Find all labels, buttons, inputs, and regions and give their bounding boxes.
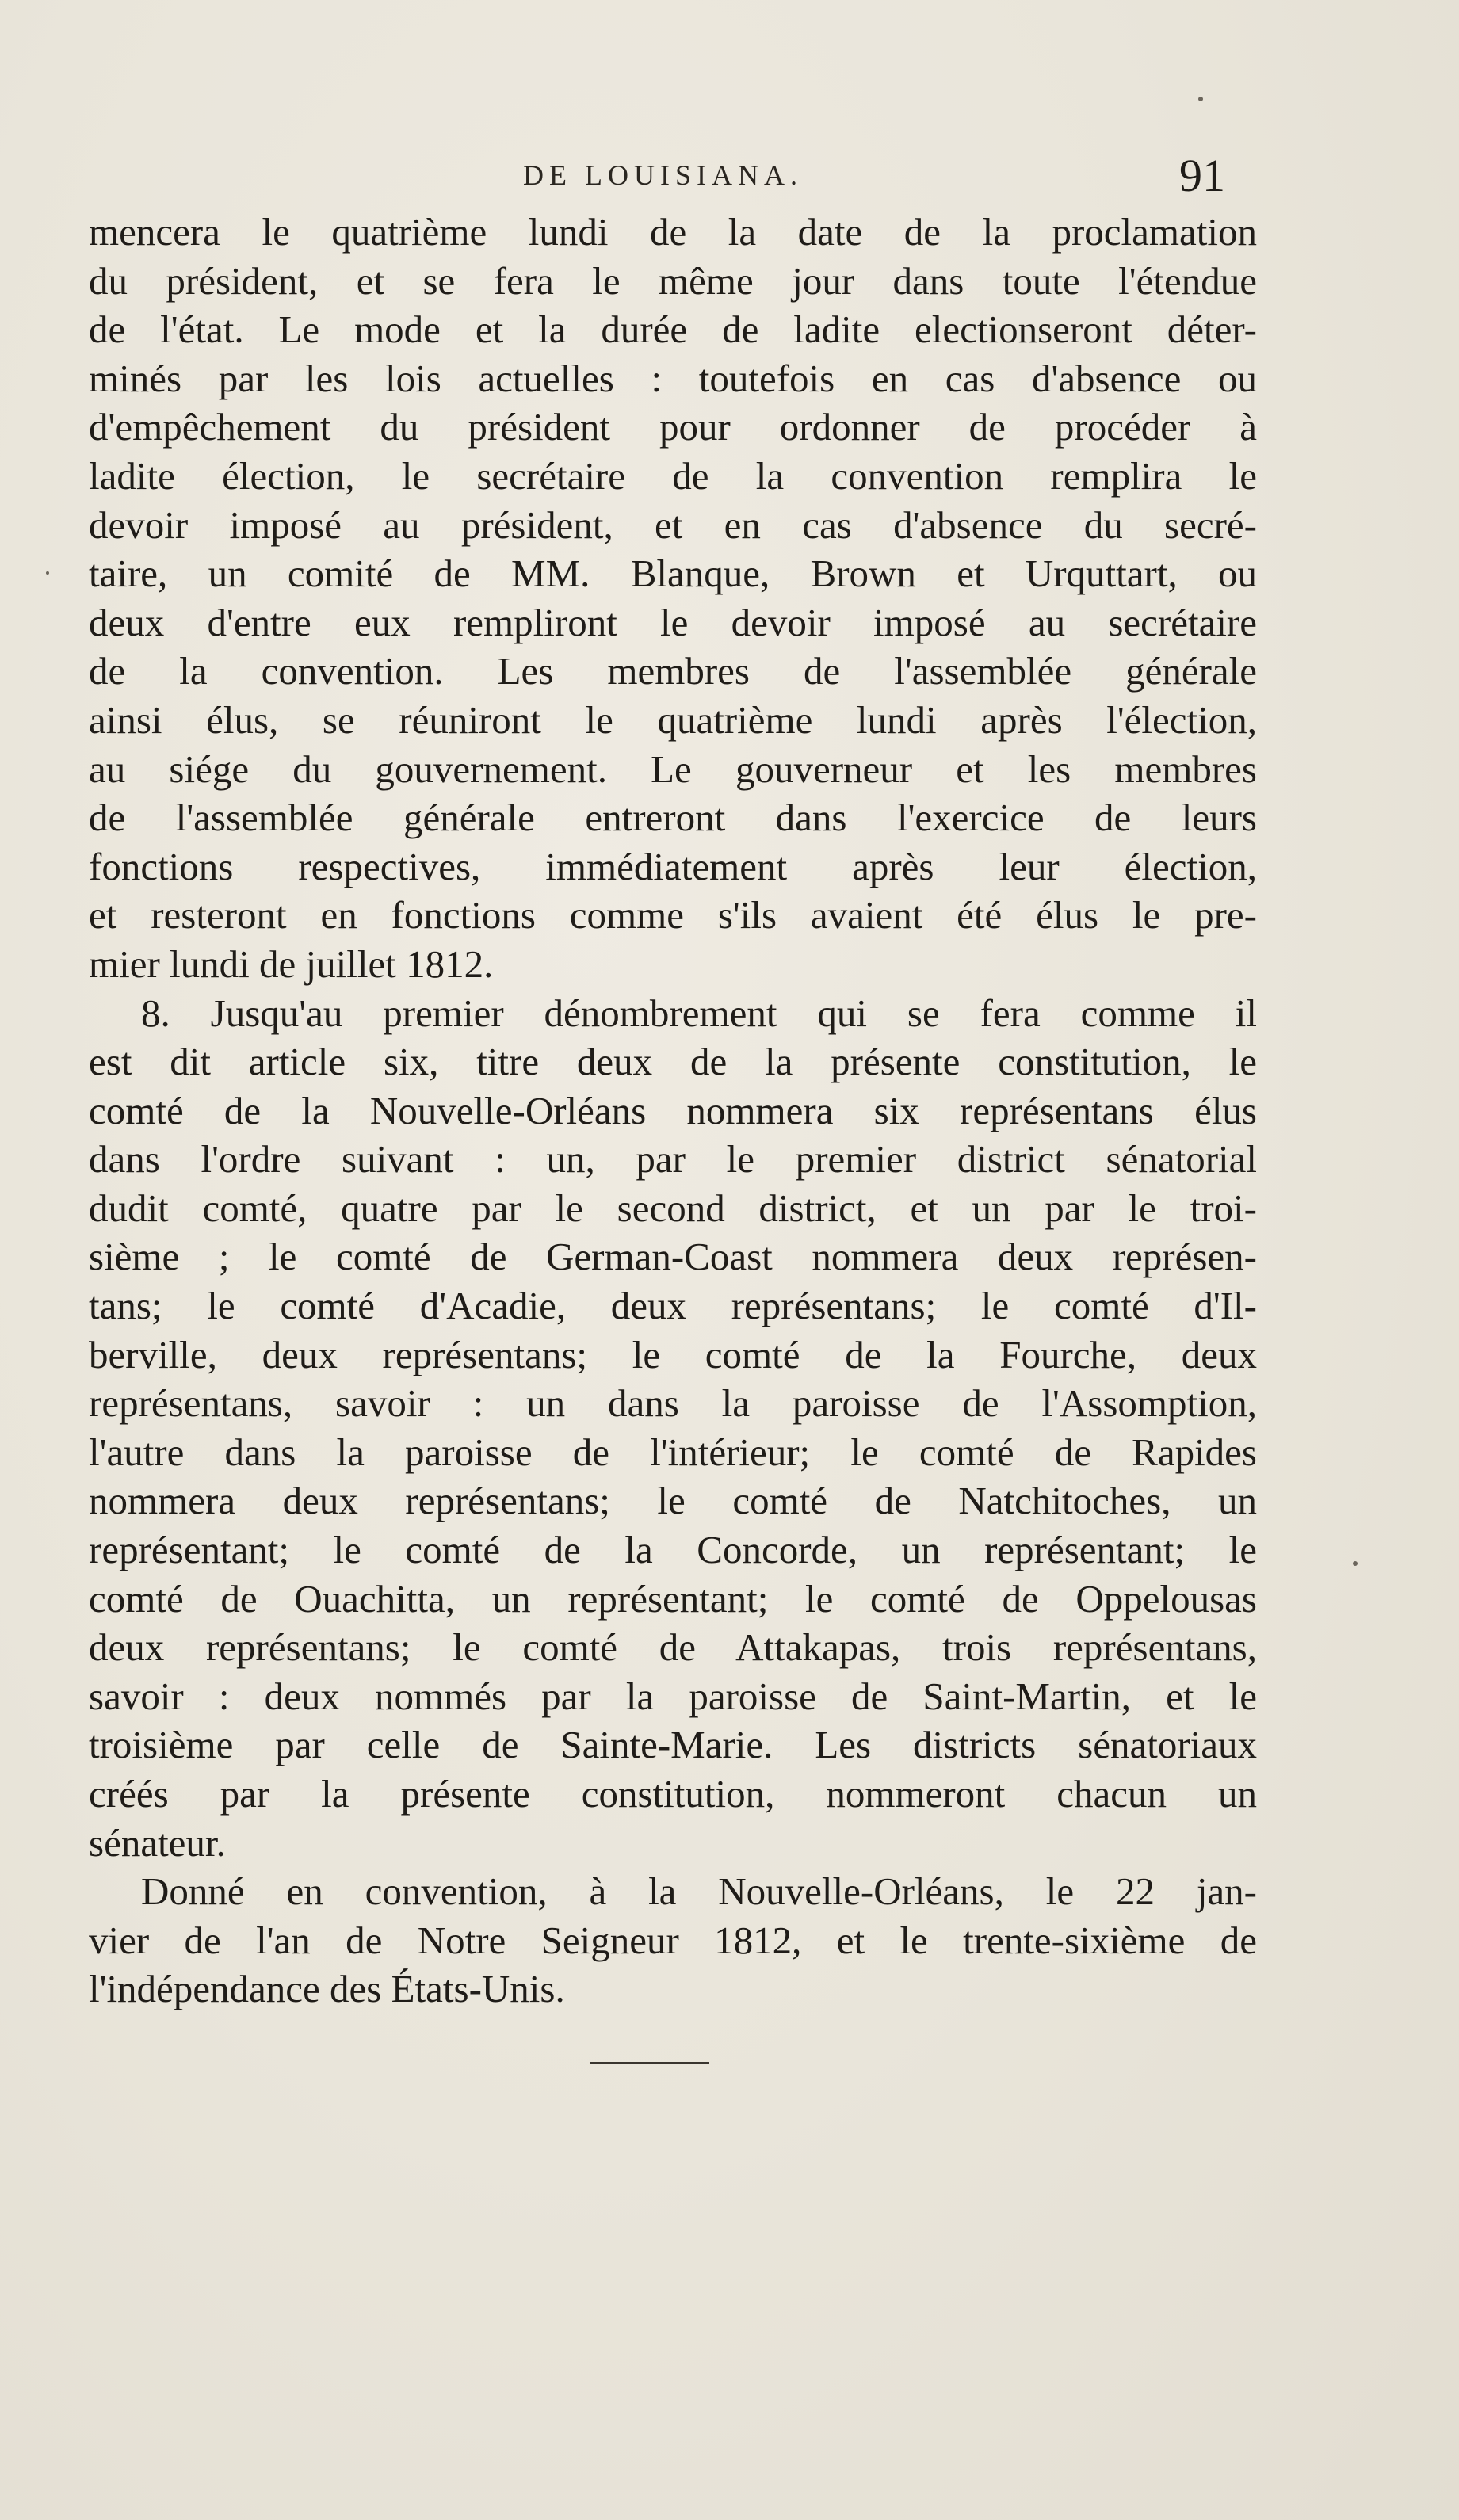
text-line: l'indépendance des États-Unis. (89, 1967, 565, 2011)
text-line: comté de la Nouvelle-Orléans nommera six représentans élus (89, 1088, 1257, 1132)
paper-speck (1353, 1561, 1358, 1566)
text-line: mier lundi de juillet 1812. (89, 941, 494, 986)
paper-speck (1198, 97, 1203, 101)
text-line: tans; le comté d'Acadie, deux représentans; le comté d'Il- (89, 1284, 1257, 1328)
page-number: 91 (1179, 150, 1225, 201)
text-line: du président, et se fera le même jour dans toute l'étendue (89, 258, 1257, 303)
running-head: DE LOUISIANA. (523, 159, 803, 191)
text-line: savoir : deux nommés par la paroisse de Saint-Martin, et le (89, 1674, 1257, 1718)
text-line: ainsi élus, se réuniront le quatrième lundi après l'élection, (89, 697, 1257, 742)
text-line: deux représentans; le comté de Attakapas, trois représentans, (89, 1625, 1257, 1670)
text-line: mencera le quatrième lundi de la date de la proclamation (89, 210, 1257, 254)
text-line: deux d'entre eux rempliront le devoir imposé au secrétaire (89, 600, 1257, 644)
text-line: de l'assemblée générale entreront dans l'exercice de leurs (89, 796, 1257, 840)
text-line: l'autre dans la paroisse de l'intérieur; le comté de Rapides (89, 1430, 1257, 1474)
text-line: représentant; le comté de la Concorde, un représentant; le (89, 1528, 1257, 1572)
text-line: 8. Jusqu'au premier dénombrement qui se fera comme il (141, 991, 1257, 1035)
text-line: d'empêchement du président pour ordonner de procéder à (89, 405, 1257, 449)
text-line: et resteront en fonctions comme s'ils avaient été élus le pre- (89, 893, 1257, 937)
text-line: de l'état. Le mode et la durée de ladite electionseront déter- (89, 307, 1257, 352)
closing-rule (590, 2062, 709, 2064)
text-line: nommera deux représentans; le comté de Natchitoches, un (89, 1479, 1257, 1523)
text-line: minés par les lois actuelles : toutefois en cas d'absence ou (89, 356, 1257, 400)
text-line: dans l'ordre suivant : un, par le premier district sénatorial (89, 1137, 1257, 1182)
text-line: Donné en convention, à la Nouvelle-Orléans, le 22 jan- (141, 1869, 1257, 1914)
text-line: taire, un comité de MM. Blanque, Brown et Urquttart, ou (89, 552, 1257, 596)
text-line: ladite élection, le secrétaire de la convention remplira le (89, 453, 1257, 498)
body-text (89, 208, 1257, 2014)
text-line: créés par la présente constitution, nommeront chacun un (89, 1772, 1257, 1816)
text-line: dudit comté, quatre par le second district, et un par le troi- (89, 1186, 1257, 1230)
text-line: comté de Ouachitta, un représentant; le comté de Oppelousas (89, 1576, 1257, 1621)
text-line: sénateur. (89, 1820, 226, 1865)
paper-speck (46, 571, 49, 575)
text-line: au siége du gouvernement. Le gouverneur et les membres (89, 746, 1257, 791)
text-line: est dit article six, titre deux de la présente constitution, le (89, 1040, 1257, 1084)
text-line: de la convention. Les membres de l'assemblée générale (89, 649, 1257, 693)
text-line: devoir imposé au président, et en cas d'absence du secré- (89, 502, 1257, 547)
text-line: troisième par celle de Sainte-Marie. Les districts sénatoriaux (89, 1723, 1257, 1767)
text-line: vier de l'an de Notre Seigneur 1812, et le trente-sixième de (89, 1918, 1257, 1962)
text-line: berville, deux représentans; le comté de la Fourche, deux (89, 1332, 1257, 1376)
text-line: représentans, savoir : un dans la paroisse de l'Assomption, (89, 1381, 1257, 1426)
text-line: fonctions respectives, immédiatement après leur élection, (89, 844, 1257, 888)
text-line: sième ; le comté de German-Coast nommera deux représen- (89, 1235, 1257, 1279)
